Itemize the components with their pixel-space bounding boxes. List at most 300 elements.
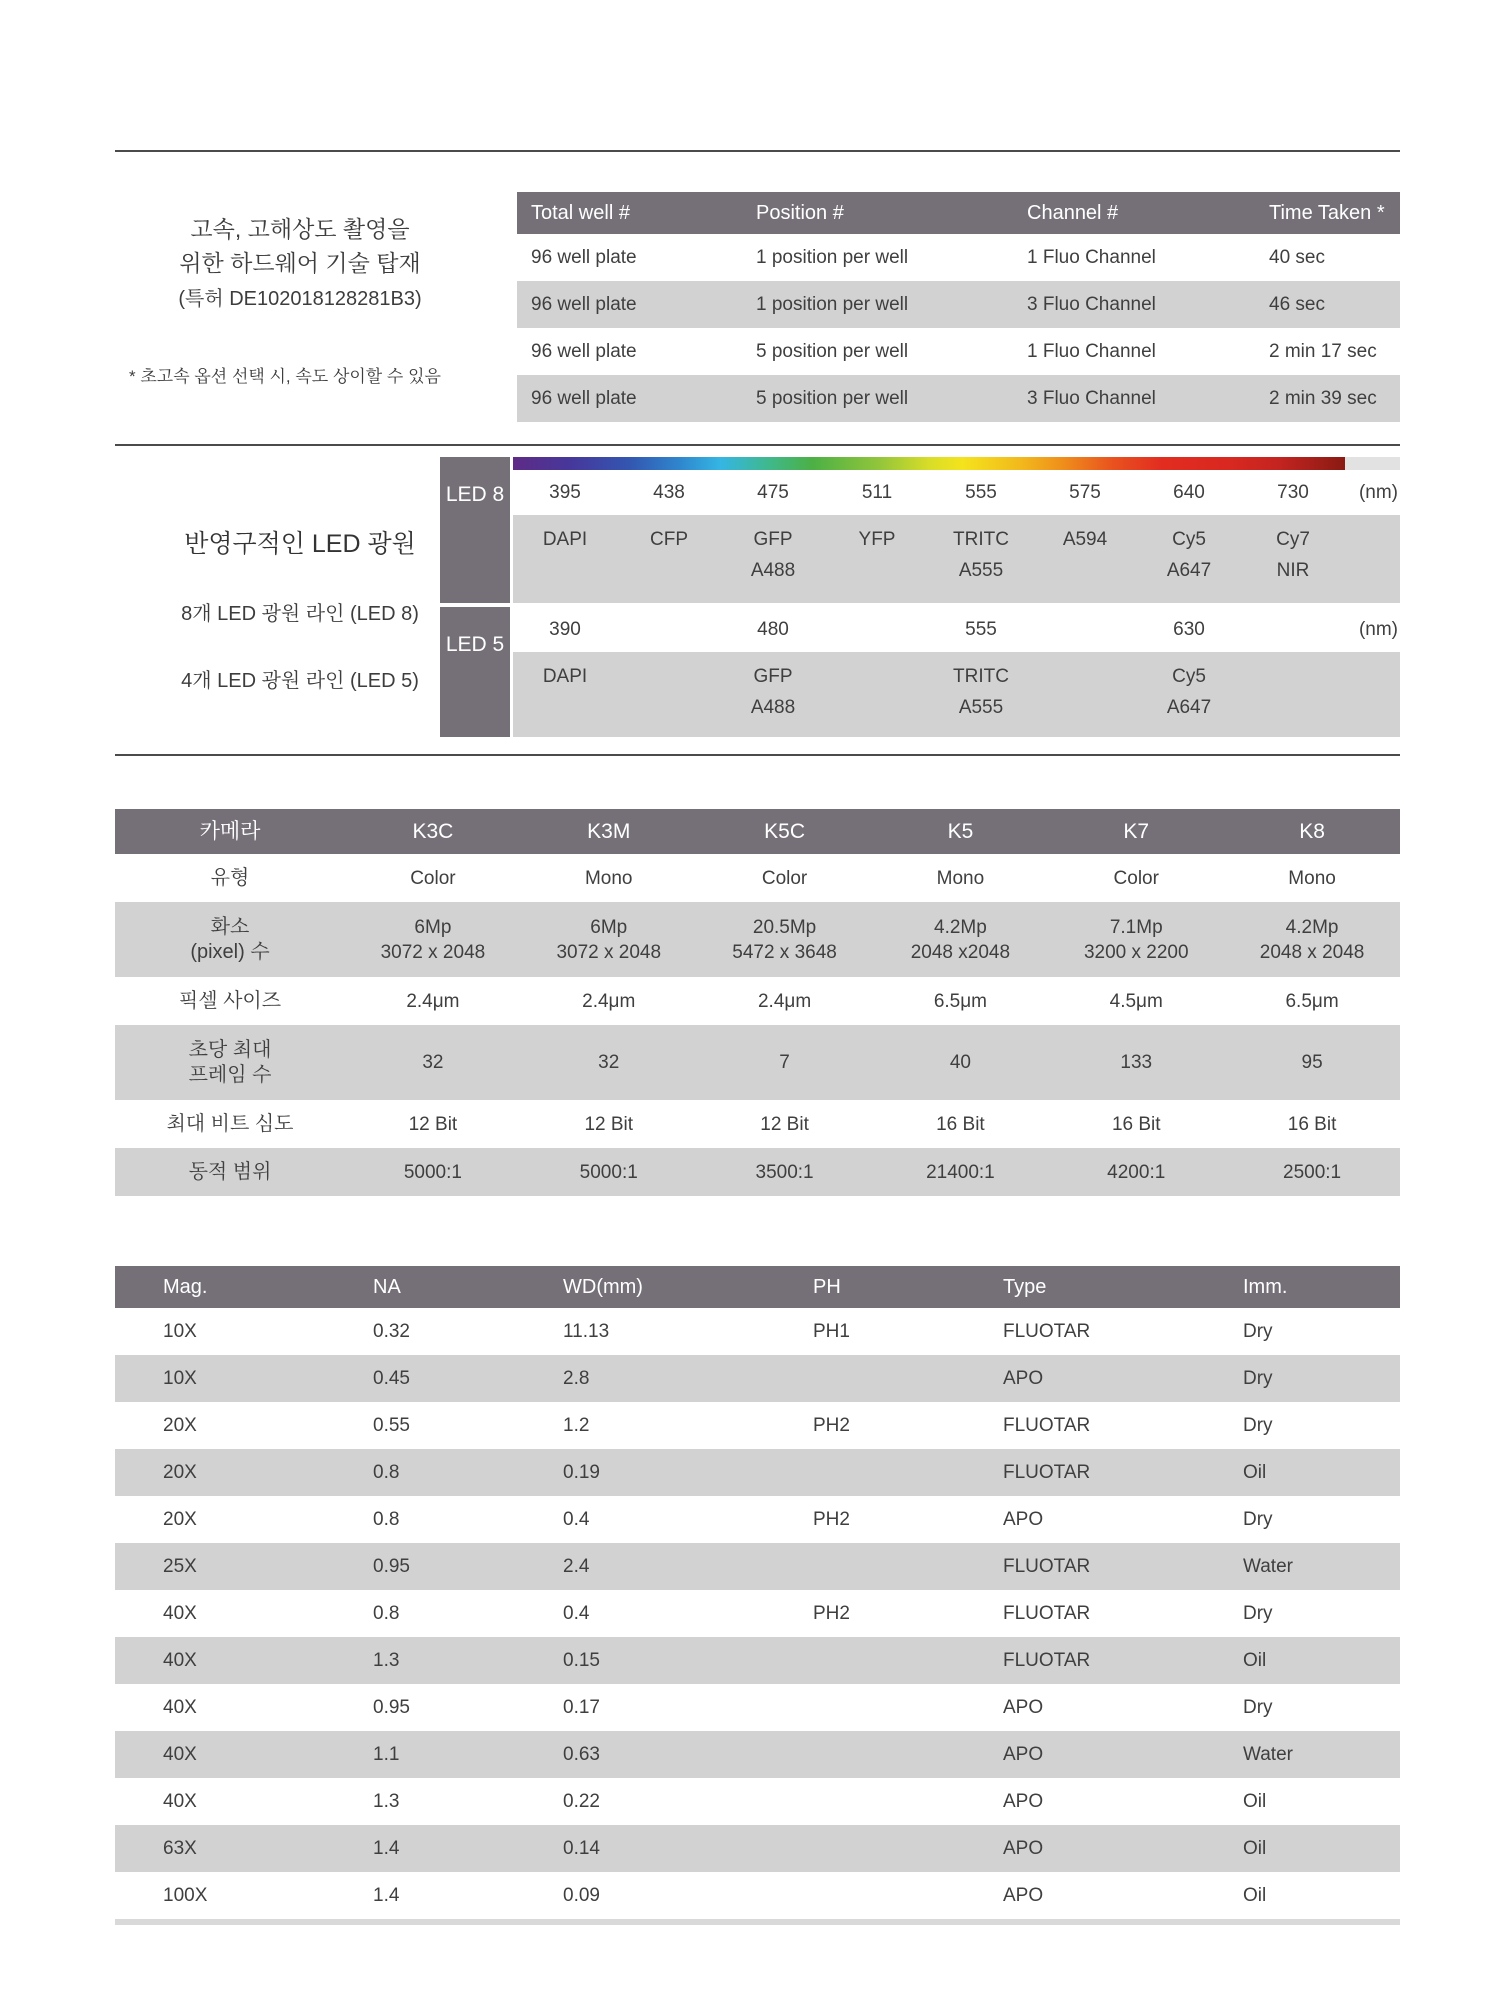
- objective-table-cell-line: PH2: [813, 1602, 850, 1624]
- section1-footnote: * 초고속 옵션 선택 시, 속도 상이할 수 있음: [129, 367, 441, 386]
- led5-fluorophore-row: [513, 652, 1400, 737]
- camera-row-label: [115, 1112, 345, 1137]
- objective-table-cell-line: APO: [1003, 1790, 1044, 1812]
- objective-table-cell-line: APO: [1003, 1743, 1044, 1765]
- camera-table-cell: [521, 1050, 697, 1075]
- speed-table-cell-line: 5 position per well: [756, 387, 909, 409]
- fluorophore-cell-line: DAPI: [542, 529, 588, 550]
- objective-table-cell: [515, 1556, 765, 1578]
- objective-table-cell-line: PH1: [813, 1320, 850, 1342]
- camera-table-cell-line: 4.2Mp: [1285, 916, 1339, 938]
- objective-table-cell: [1195, 1697, 1400, 1719]
- objective-table-cell: [325, 1509, 515, 1531]
- camera-table-row: [115, 977, 1400, 1025]
- objective-table-row: [115, 1778, 1400, 1825]
- camera-table-cell: [345, 1160, 521, 1185]
- objective-table-row: [115, 1496, 1400, 1543]
- camera-table-cell-line: 12 Bit: [584, 1113, 634, 1135]
- camera-table-cell: [1048, 989, 1224, 1014]
- camera-table-cell: [1224, 866, 1400, 891]
- wavelength-spectrum-bar-extension: [1345, 457, 1400, 470]
- camera-col-header: [1048, 819, 1224, 844]
- camera-row-label-line: 픽셀 사이즈: [178, 989, 282, 1012]
- camera-table-cell: [697, 915, 873, 965]
- camera-table-cell: [872, 1112, 1048, 1137]
- camera-table-cell-line: 20.5Mp: [752, 916, 817, 938]
- wavelength-cell-line: 555: [965, 618, 997, 640]
- objective-table-cell-line: FLUOTAR: [1003, 1414, 1091, 1436]
- speed-table-cell: [1013, 294, 1255, 316]
- objective-table-cell: [325, 1838, 515, 1860]
- camera-table-cell-line: Mono: [1288, 867, 1336, 889]
- objective-table-cell-line: PH2: [813, 1508, 850, 1530]
- led5-label: LED 5: [445, 633, 505, 656]
- speed-table-row: [517, 234, 1400, 281]
- objective-table-cell-line: 20X: [163, 1508, 197, 1530]
- objective-table-cell-line: Oil: [1243, 1837, 1267, 1859]
- camera-table-cell-line: Mono: [936, 867, 985, 889]
- wavelength-cell: [721, 482, 825, 504]
- camera-table-cell-line: 6.5μm: [933, 990, 987, 1012]
- camera-row-label: [115, 1160, 345, 1185]
- speed-table-cell: [517, 247, 742, 269]
- objective-table-cell: [515, 1838, 765, 1860]
- camera-table-row: [115, 1025, 1400, 1100]
- camera-col-header: [521, 819, 697, 844]
- objective-table-cell: [955, 1603, 1195, 1625]
- camera-col-header-line: K3C: [412, 820, 454, 843]
- speed-table-cell-line: 1 position per well: [756, 293, 909, 315]
- speed-table-cell-line: 5 position per well: [756, 340, 909, 362]
- objective-table-cell: [1195, 1321, 1400, 1343]
- divider-bottom: [115, 754, 1400, 756]
- camera-table-cell-line: 40: [949, 1052, 971, 1073]
- camera-table-cell: [345, 1050, 521, 1075]
- camera-table: [115, 809, 1400, 1196]
- fluorophore-cell: [513, 652, 617, 692]
- objective-table-cell: [955, 1697, 1195, 1719]
- speed-table-cell: [742, 388, 1013, 410]
- objective-table-cell-line: 0.19: [563, 1461, 600, 1483]
- camera-table-cell-line: 3200 x 2200: [1083, 941, 1189, 963]
- wavelength-cell: [825, 482, 929, 504]
- fluorophore-cell-line: Cy7: [1276, 529, 1310, 550]
- objective-col-header: [955, 1276, 1195, 1299]
- camera-table-cell-line: 32: [598, 1052, 620, 1073]
- objective-table-cell: [325, 1462, 515, 1484]
- wavelength-cell-line: 511: [861, 481, 893, 503]
- camera-table-row: [115, 1148, 1400, 1196]
- led8-wavelength-row: [513, 470, 1400, 515]
- objective-table-cell: [765, 1603, 955, 1625]
- speed-table-cell: [1255, 341, 1400, 363]
- camera-col-header: [1224, 819, 1400, 844]
- camera-table-cell-line: 3072 x 2048: [380, 941, 486, 963]
- objective-table-row: [115, 1402, 1400, 1449]
- objective-col-header-line: Mag.: [163, 1275, 208, 1298]
- wavelength-unit: [1359, 619, 1400, 641]
- objective-table-cell-line: 0.8: [373, 1602, 400, 1624]
- objective-table-cell: [955, 1321, 1195, 1343]
- objective-table-cell-line: 0.4: [563, 1508, 590, 1530]
- objective-table-cell-line: Oil: [1243, 1884, 1267, 1906]
- camera-table-cell-line: Color: [410, 867, 456, 889]
- objective-table-cell: [325, 1650, 515, 1672]
- objective-table-cell-line: 40X: [163, 1696, 197, 1718]
- camera-table-cell-line: 16 Bit: [1287, 1113, 1337, 1135]
- divider-middle: [115, 444, 1400, 446]
- objective-table-cell: [115, 1744, 325, 1766]
- objective-table-cell: [115, 1368, 325, 1390]
- camera-table-cell: [521, 866, 697, 891]
- objective-table-cell: [515, 1650, 765, 1672]
- objective-table-cell-line: 63X: [163, 1837, 197, 1859]
- fluorophore-cell-line: YFP: [858, 529, 896, 550]
- camera-table-cell: [345, 915, 521, 965]
- objective-table-cell: [515, 1368, 765, 1390]
- objective-table-row: [115, 1872, 1400, 1919]
- objective-table-cell-line: FLUOTAR: [1003, 1320, 1091, 1342]
- objective-table-cell-line: Oil: [1243, 1790, 1267, 1812]
- objective-table-cell-line: APO: [1003, 1837, 1044, 1859]
- objective-table-cell-line: 40X: [163, 1649, 197, 1671]
- camera-col-header-line: K5: [947, 820, 974, 843]
- camera-table-cell-line: 5472 x 3648: [732, 941, 837, 963]
- camera-table-cell: [697, 1112, 873, 1137]
- section1-patent: (특허 DE102018128281B3): [178, 288, 422, 310]
- objective-table-cell-line: 0.14: [563, 1837, 600, 1859]
- objective-col-header-line: NA: [373, 1275, 401, 1298]
- speed-table-cell-line: 1 Fluo Channel: [1027, 246, 1156, 268]
- camera-table-cell: [1048, 1160, 1224, 1185]
- objective-table-cell-line: 1.4: [373, 1837, 400, 1859]
- fluorophore-cell-line: A488: [750, 560, 796, 581]
- objective-table-cell: [955, 1885, 1195, 1907]
- objective-table-cell: [955, 1509, 1195, 1531]
- camera-table-row: [115, 854, 1400, 902]
- led5-wavelength-row: [513, 607, 1400, 652]
- objective-table-cell-line: 1.4: [373, 1884, 400, 1906]
- objective-table-cell: [955, 1791, 1195, 1813]
- speed-table-cell-line: 2 min 39 sec: [1269, 387, 1377, 409]
- objective-table-cell-line: APO: [1003, 1696, 1044, 1718]
- camera-col-header: [872, 819, 1048, 844]
- camera-table-cell-line: Color: [761, 867, 808, 889]
- wavelength-cell-line: 475: [757, 481, 789, 503]
- speed-table-cell: [1255, 294, 1400, 316]
- divider-top: [115, 150, 1400, 152]
- fluorophore-cell: [1137, 515, 1241, 586]
- objective-table-cell: [955, 1838, 1195, 1860]
- camera-table-cell-line: 5000:1: [403, 1161, 462, 1183]
- camera-table-row: [115, 1100, 1400, 1148]
- objective-table-cell-line: FLUOTAR: [1003, 1602, 1091, 1624]
- camera-table-cell: [1224, 989, 1400, 1014]
- camera-row-label: [115, 989, 345, 1014]
- objective-table-row: [115, 1684, 1400, 1731]
- camera-row-label-line: (pixel) 수: [190, 940, 270, 963]
- objective-table-cell: [115, 1462, 325, 1484]
- objective-table-row: [115, 1637, 1400, 1684]
- camera-row-label-line: 프레임 수: [188, 1063, 272, 1086]
- objective-table-cell-line: 0.15: [563, 1649, 600, 1671]
- wavelength-cell: [929, 619, 1033, 641]
- led5-description: 4개 LED 광원 라인 (LED 5): [181, 670, 419, 692]
- camera-table-cell: [872, 866, 1048, 891]
- led8-label: LED 8: [445, 483, 505, 506]
- camera-table-cell-line: 2.4μm: [757, 990, 812, 1012]
- camera-row-label-line: 최대 비트 심도: [166, 1112, 294, 1135]
- objective-table-cell: [1195, 1462, 1400, 1484]
- objective-table-cell-line: 25X: [163, 1555, 197, 1577]
- camera-table-cell-line: Color: [1113, 867, 1159, 889]
- objective-table-cell: [1195, 1556, 1400, 1578]
- objective-table-cell: [515, 1509, 765, 1531]
- objective-table-cell-line: 1.1: [373, 1743, 400, 1765]
- objective-table-bottom-bar: [115, 1919, 1400, 1925]
- speed-table-cell: [517, 341, 742, 363]
- wavelength-cell: [1137, 619, 1241, 641]
- camera-table-cell: [345, 866, 521, 891]
- camera-table-header: [115, 809, 1400, 854]
- objective-table-header: [115, 1266, 1400, 1308]
- fluorophore-cell: [1241, 515, 1345, 586]
- speed-table-cell-line: 1 Fluo Channel: [1027, 340, 1156, 362]
- objective-table-cell: [1195, 1838, 1400, 1860]
- camera-row-label-line: 화소: [210, 915, 250, 938]
- speed-table-cell-line: 96 well plate: [531, 293, 637, 315]
- speed-table-cell: [742, 341, 1013, 363]
- fluorophore-cell-line: A488: [750, 697, 796, 718]
- fluorophore-cell: [513, 515, 617, 555]
- camera-table-cell: [521, 1112, 697, 1137]
- objective-table-cell: [115, 1650, 325, 1672]
- wavelength-cell: [721, 619, 825, 641]
- wavelength-cell: [1033, 482, 1137, 504]
- camera-table-cell: [521, 915, 697, 965]
- camera-table-cell: [1224, 915, 1400, 965]
- objective-table-cell: [325, 1744, 515, 1766]
- objective-table-cell-line: Oil: [1243, 1649, 1267, 1671]
- objective-table-cell: [325, 1368, 515, 1390]
- objective-table-cell-line: 0.95: [373, 1555, 410, 1577]
- fluorophore-cell-line: TRITC: [953, 529, 1009, 550]
- objective-table-cell-line: 0.17: [563, 1696, 600, 1718]
- objective-col-header-line: WD(mm): [563, 1275, 643, 1298]
- section1-title-line1: 고속, 고해상도 촬영을: [190, 216, 410, 242]
- objective-table-cell-line: 40X: [163, 1743, 197, 1765]
- fluorophore-cell: [617, 652, 721, 661]
- wavelength-cell: [929, 482, 1033, 504]
- speed-table-cell-line: 40 sec: [1269, 246, 1325, 268]
- objective-col-header-line: PH: [813, 1275, 841, 1298]
- objective-table-cell-line: 1.3: [373, 1790, 400, 1812]
- objective-table-cell: [955, 1368, 1195, 1390]
- objective-table: [115, 1266, 1400, 1925]
- camera-table-cell: [697, 989, 873, 1014]
- camera-table-cell: [345, 989, 521, 1014]
- camera-table-cell-line: 95: [1301, 1052, 1323, 1073]
- objective-table-row: [115, 1543, 1400, 1590]
- objective-table-cell-line: 0.09: [563, 1884, 600, 1906]
- objective-table-row: [115, 1308, 1400, 1355]
- objective-table-cell: [325, 1603, 515, 1625]
- wavelength-cell: [617, 482, 721, 504]
- speed-table-cell-line: 3 Fluo Channel: [1027, 387, 1156, 409]
- objective-table-cell: [765, 1509, 955, 1531]
- objective-table-cell-line: 20X: [163, 1461, 197, 1483]
- camera-row-label: [115, 866, 345, 891]
- objective-table-cell-line: 100X: [163, 1884, 208, 1906]
- objective-table-cell: [115, 1603, 325, 1625]
- objective-table-cell: [325, 1697, 515, 1719]
- fluorophore-cell: [721, 515, 825, 586]
- objective-table-cell: [765, 1415, 955, 1437]
- objective-table-cell-line: 0.45: [373, 1367, 410, 1389]
- section1-title: [100, 212, 500, 316]
- objective-table-cell-line: FLUOTAR: [1003, 1649, 1091, 1671]
- camera-table-cell-line: 2.4μm: [406, 990, 460, 1012]
- objective-table-cell-line: APO: [1003, 1367, 1044, 1389]
- fluorophore-cell-line: A555: [958, 560, 1004, 581]
- camera-table-cell-line: 4.5μm: [1109, 990, 1163, 1012]
- fluorophore-cell-line: Cy5: [1172, 529, 1206, 550]
- speed-table-cell-line: 46 sec: [1269, 293, 1325, 315]
- fluorophore-cell: [825, 652, 929, 661]
- objective-table-cell-line: FLUOTAR: [1003, 1461, 1091, 1483]
- fluorophore-cell-line: A555: [958, 697, 1004, 718]
- speed-table-row: [517, 328, 1400, 375]
- led8-description: 8개 LED 광원 라인 (LED 8): [181, 603, 419, 625]
- objective-table-cell: [955, 1556, 1195, 1578]
- objective-col-header: [765, 1276, 955, 1299]
- camera-table-cell-line: 32: [422, 1052, 444, 1073]
- camera-table-cell: [697, 866, 873, 891]
- speed-table-header: [517, 192, 1400, 234]
- speed-table-cell: [1013, 341, 1255, 363]
- objective-table-cell-line: Dry: [1243, 1508, 1273, 1530]
- objective-table-cell-line: 40X: [163, 1790, 197, 1812]
- wavelength-cell: [513, 619, 617, 641]
- objective-table-cell: [1195, 1791, 1400, 1813]
- fluorophore-cell-line: A647: [1166, 560, 1212, 581]
- objective-table-cell: [515, 1462, 765, 1484]
- camera-table-cell: [345, 1112, 521, 1137]
- camera-table-cell-line: 6Mp: [590, 916, 628, 938]
- objective-table-cell-line: Dry: [1243, 1367, 1273, 1389]
- objective-table-cell: [515, 1603, 765, 1625]
- objective-table-cell-line: 0.95: [373, 1696, 410, 1718]
- fluorophore-cell: [825, 515, 929, 555]
- speed-table-cell-line: 96 well plate: [531, 246, 637, 268]
- wavelength-cell-line: 730: [1277, 481, 1309, 503]
- objective-table-cell-line: 0.55: [373, 1414, 410, 1436]
- wavelength-unit-line: (nm): [1358, 618, 1398, 640]
- objective-table-row: [115, 1449, 1400, 1496]
- wavelength-cell: [513, 482, 617, 504]
- camera-table-cell-line: 4200:1: [1107, 1161, 1166, 1183]
- objective-table-cell: [115, 1697, 325, 1719]
- led-section-title: 반영구적인 LED 광원: [184, 530, 416, 558]
- objective-table-cell-line: Water: [1243, 1555, 1293, 1577]
- speed-table-cell-line: 96 well plate: [531, 340, 637, 362]
- speed-table-cell: [517, 388, 742, 410]
- camera-row-label-line: 유형: [210, 866, 250, 889]
- objective-table-cell-line: Dry: [1243, 1320, 1273, 1342]
- fluorophore-cell-line: DAPI: [542, 666, 588, 687]
- camera-row-label: [115, 915, 345, 965]
- camera-row-label-line: 초당 최대: [188, 1038, 272, 1061]
- fluorophore-cell: [1137, 652, 1241, 723]
- camera-table-cell: [872, 989, 1048, 1014]
- camera-col-header-line: K7: [1123, 820, 1150, 843]
- speed-col-header: Channel #: [1027, 201, 1119, 224]
- objective-table-cell: [1195, 1885, 1400, 1907]
- speed-col-header: Total well #: [531, 201, 630, 224]
- wavelength-cell: [1137, 482, 1241, 504]
- camera-table-cell-line: 2.4μm: [582, 990, 636, 1012]
- objective-table-cell: [1195, 1509, 1400, 1531]
- objective-table-cell-line: 0.22: [563, 1790, 600, 1812]
- objective-table-cell-line: Water: [1243, 1743, 1293, 1765]
- objective-col-header: [515, 1276, 765, 1299]
- objective-table-cell-line: APO: [1003, 1884, 1044, 1906]
- objective-col-header: [1195, 1276, 1400, 1299]
- objective-table-cell: [515, 1415, 765, 1437]
- speed-table-cell: [517, 294, 742, 316]
- fluorophore-cell: [617, 515, 721, 555]
- objective-table-row: [115, 1590, 1400, 1637]
- camera-table-cell: [697, 1050, 873, 1075]
- objective-table-cell: [515, 1321, 765, 1343]
- fluorophore-cell: [929, 515, 1033, 586]
- objective-table-cell: [955, 1744, 1195, 1766]
- objective-table-cell: [515, 1697, 765, 1719]
- camera-table-cell-line: 6.5μm: [1285, 990, 1339, 1012]
- camera-table-cell-line: 133: [1120, 1052, 1153, 1073]
- objective-table-cell: [515, 1744, 765, 1766]
- speed-table-cell: [1013, 388, 1255, 410]
- wavelength-cell-line: 640: [1173, 481, 1205, 503]
- wavelength-unit: [1359, 482, 1400, 504]
- fluorophore-cell-line: A594: [1062, 529, 1108, 550]
- camera-table-cell-line: 16 Bit: [936, 1113, 985, 1135]
- objective-table-cell: [325, 1885, 515, 1907]
- objective-col-header: [115, 1276, 325, 1299]
- camera-table-cell-line: 7.1Mp: [1109, 916, 1163, 938]
- wavelength-cell-line: 555: [965, 481, 997, 503]
- objective-table-cell-line: 0.4: [563, 1602, 590, 1624]
- objective-table-cell: [955, 1462, 1195, 1484]
- camera-col-header: [115, 819, 345, 844]
- speed-table-cell-line: 3 Fluo Channel: [1027, 293, 1156, 315]
- speed-table-cell: [1255, 388, 1400, 410]
- wavelength-cell-line: 438: [653, 481, 685, 503]
- camera-table-cell-line: 4.2Mp: [934, 916, 987, 938]
- wavelength-cell-line: 480: [757, 618, 789, 640]
- camera-row-label: [115, 1038, 345, 1088]
- objective-col-header-line: Imm.: [1243, 1275, 1288, 1298]
- speed-table-row: [517, 375, 1400, 422]
- fluorophore-cell-line: Cy5: [1172, 666, 1206, 687]
- camera-table-cell-line: 7: [779, 1052, 790, 1073]
- objective-table-cell: [115, 1556, 325, 1578]
- objective-table-cell-line: 40X: [163, 1602, 197, 1624]
- objective-table-cell: [955, 1415, 1195, 1437]
- speed-col-header: Position #: [756, 201, 844, 224]
- objective-col-header: [325, 1276, 515, 1299]
- speed-table-body: [517, 234, 1400, 422]
